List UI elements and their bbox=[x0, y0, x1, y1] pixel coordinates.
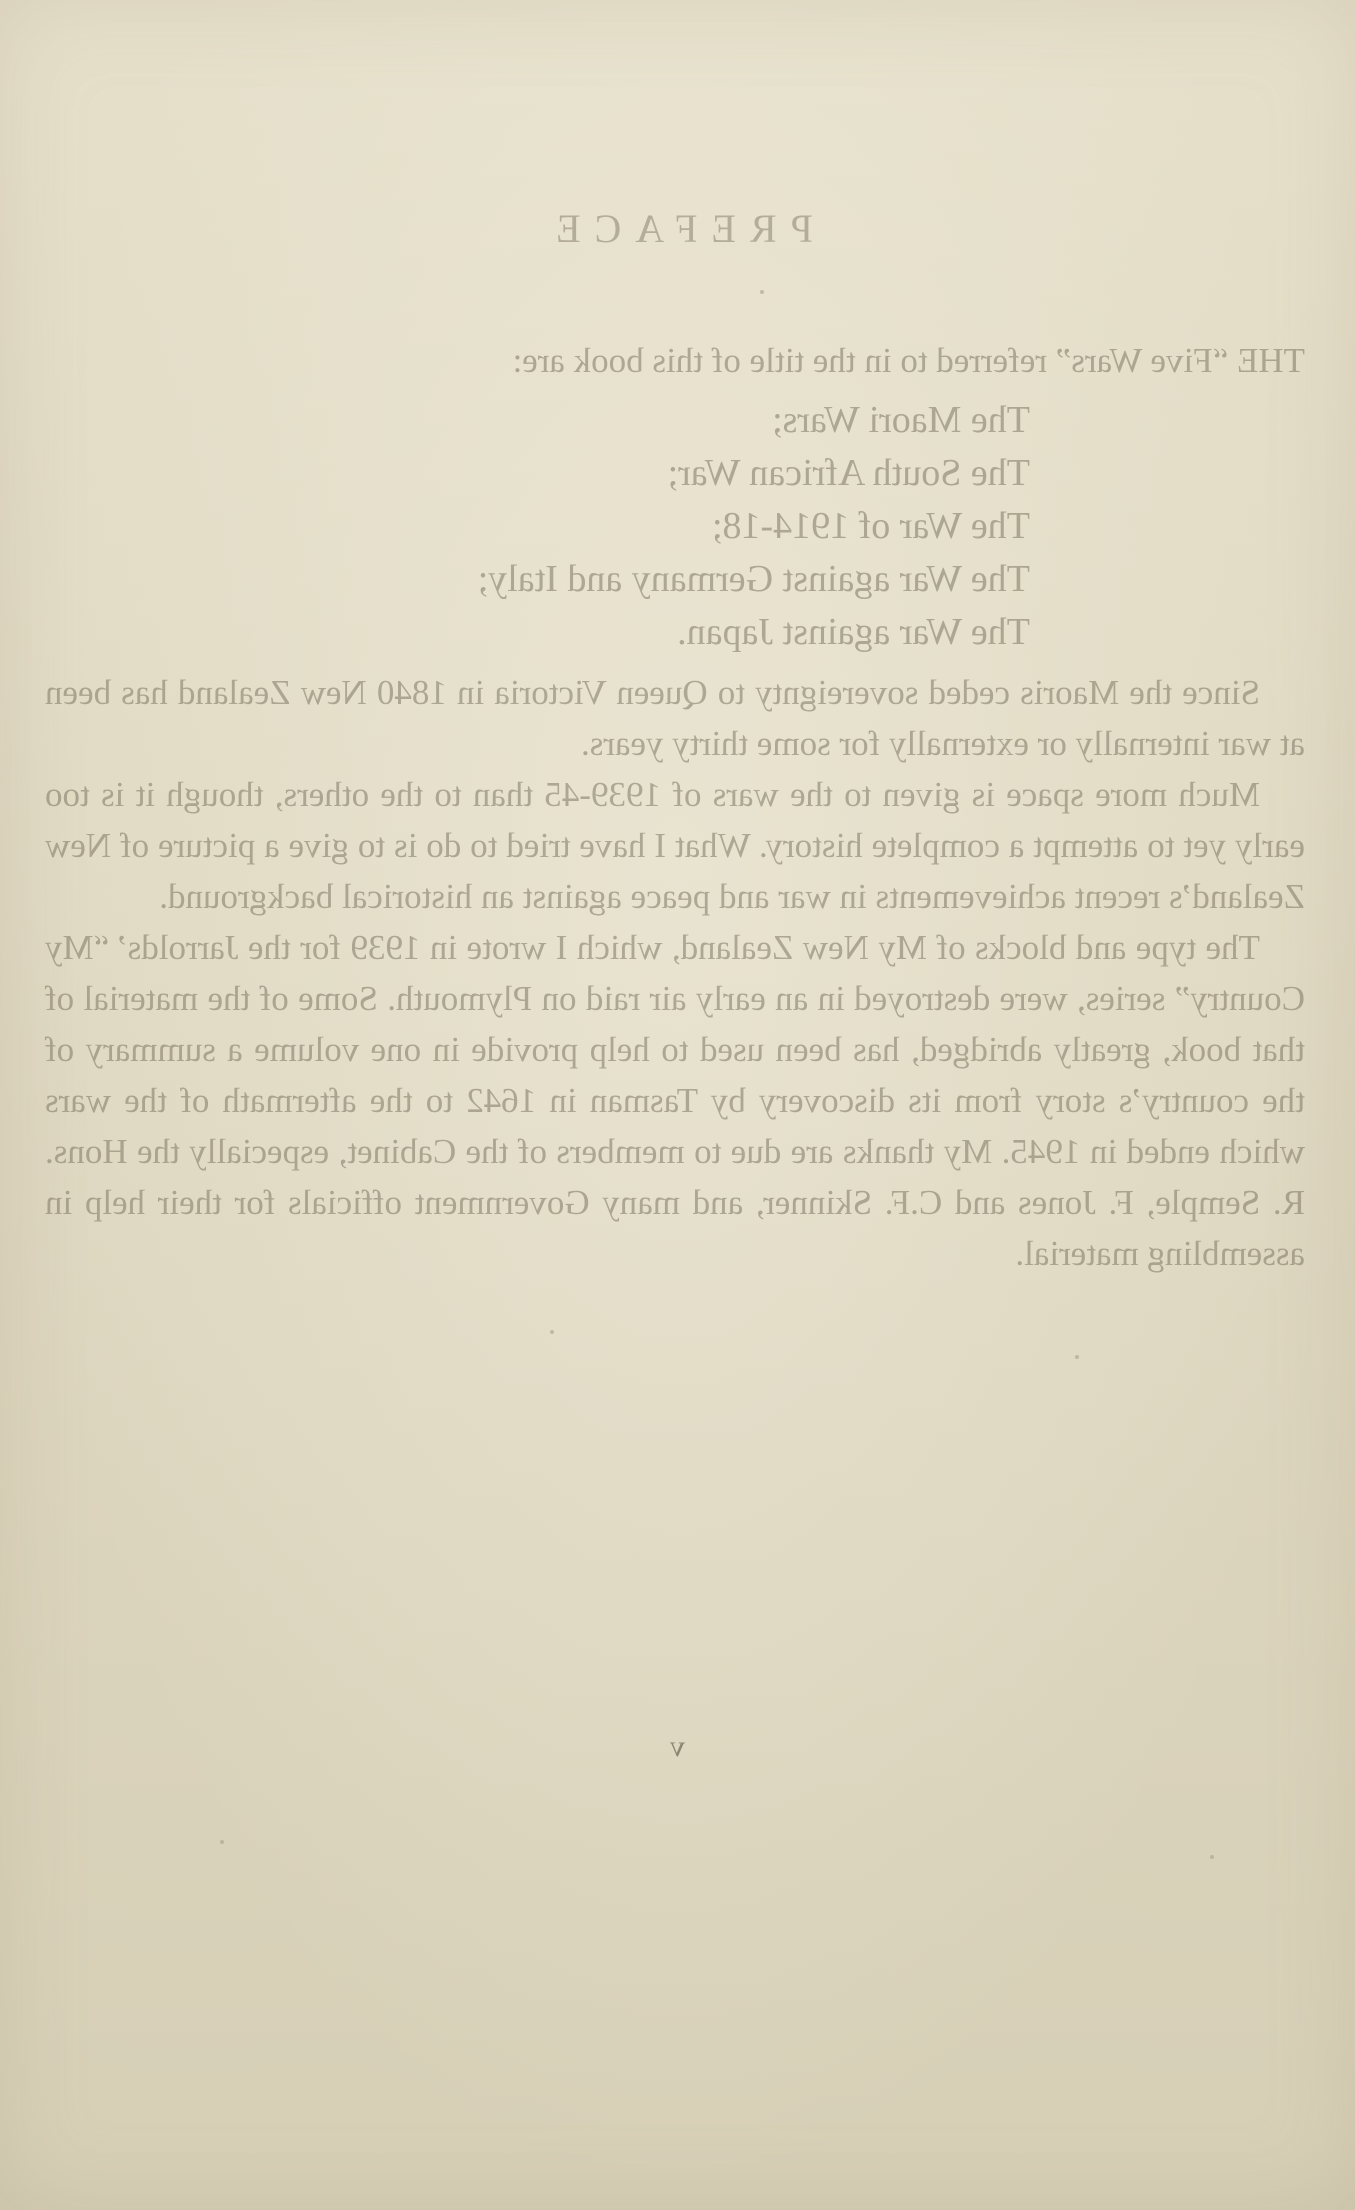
paper-speck bbox=[1210, 1855, 1214, 1859]
preface-body bbox=[45, 335, 1305, 1279]
paragraph: The type and blocks of My New Zealand, which I wrote in 1939 for the Jarrolds’ “My Country” series, were destroyed in an early air raid on Plymouth. Some of the material of that book, greatly abridged, has been used to help provide in one volume a summary of the country’s story from its discovery by Tasman in 1642 to the aftermath of the wars which ended in 1945. My thanks are due to members of the Cabinet, especially the Hons. R. Semple, F. Jones and C.F. Skinner, and many Government officials for their help in assembling material. bbox=[45, 928, 1305, 1273]
list-item: The War against Germany and Italy; bbox=[477, 558, 1030, 600]
list-item: The Maori Wars; bbox=[772, 399, 1030, 441]
page-number: v bbox=[670, 1730, 685, 1763]
wars-list bbox=[45, 394, 1305, 659]
paper-speck bbox=[760, 290, 764, 294]
paragraph: Since the Maoris ceded sovereignty to Queen Victoria in 1840 New Zealand has been at war internally or externally for some thirty years. bbox=[45, 673, 1305, 763]
paper-speck bbox=[550, 1330, 554, 1334]
paragraph: Much more space is given to the wars of 1939-45 than to the others, though it is too early yet to attempt a complete history. What I have tried to do is to give a picture of New Zealand’s recent achievements in war and peace against an historical background. bbox=[45, 775, 1305, 916]
page-title: PREFACE bbox=[542, 206, 813, 251]
paper-speck bbox=[1075, 1355, 1079, 1359]
list-item: The South African War; bbox=[667, 452, 1030, 494]
list-item: The War of 1914-18; bbox=[711, 505, 1030, 547]
paper-speck bbox=[220, 1840, 224, 1844]
intro-paragraph: THE “Five Wars” referred to in the title of this book are: bbox=[512, 341, 1305, 380]
list-item: The War against Japan. bbox=[677, 611, 1030, 653]
